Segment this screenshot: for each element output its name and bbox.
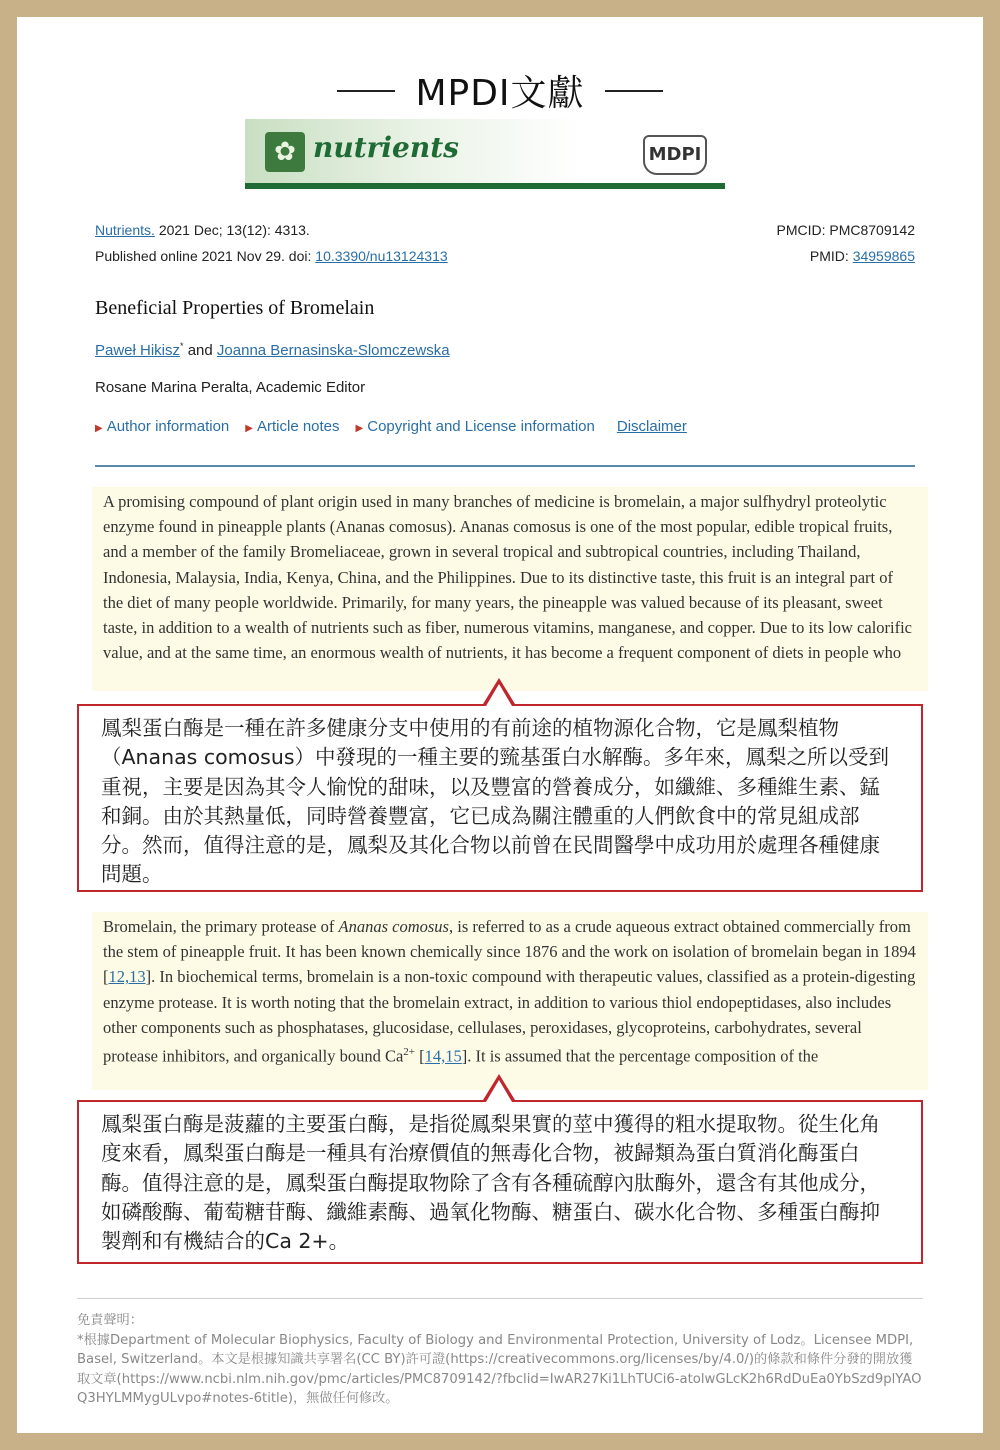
title-left-rule: [337, 90, 395, 92]
title-right-rule: [605, 90, 663, 92]
author-link-hikisz[interactable]: Paweł Hikisz: [95, 342, 181, 359]
expand-triangle-icon: ▶: [245, 423, 253, 434]
article-title: Beneficial Properties of Bromelain: [95, 297, 375, 319]
mdpi-logo: MDPI: [643, 135, 707, 175]
author-conjunction: and: [187, 342, 213, 359]
paragraph-2-text: ]. In biochemical terms, bromelain is a non-toxic compound with therapeutic values, classified as a protein-digesting enzyme protease. It is worth noting that the bromelain extract, in addition to various thiol endopeptidases, also includes other components such as phosphatases, glucosidase, cellulases, peroxidases, glycoproteins, carbohydrates, several protease inhibitors, and organically bound Ca: [103, 967, 916, 1066]
paragraph-2-text: ]. It is assumed that the percentage composition of the: [461, 1046, 819, 1066]
disclaimer-label: 免責聲明：: [77, 1313, 143, 1328]
callout-2-text: 鳳梨蛋白酶是菠蘿的主要蛋白酶，是指從鳳梨果實的莖中獲得的粗水提取物。從生化角度來看，鳳梨蛋白酶是一種具有治療價值的無毒化合物，被歸類為蛋白質消化酶蛋白酶。值得注意的是，鳳梨蛋白酶提取物除了含有各種硫醇內肽酶外，還含有其他成分，如磷酸酶、葡萄糖苷酶、纖維素酶、過氧化物酶、糖蛋白、碳水化合物、多種蛋白酶抑製劑和有機結合的Ca 2+。: [101, 1112, 880, 1254]
paragraph-1-text: A promising compound of plant origin used in many branches of medicine is bromelain, a major sulfhydryl proteolytic enzyme found in pineapple plants (Ananas comosus). Ananas comosus is one of the most popular, edible tropical fruits, and a member of the family Bromeliaceae, grown in several tropical and subtropical countries, including Thailand, Indonesia, Malaysia, India, Kenya, China, and the Philippines. Due to its distinctive taste, this fruit is an integral part of the diet of many people worldwide. Primarily, for many years, the pineapple was valued because of its pleasant, sweet taste, in addition to a wealth of nutrients such as fiber, numerous vitamins, manganese, and copper. Due to its low calorific value, and at the same time, an enormous wealth of nutrients, it has become a frequent component of diets in people who: [103, 492, 913, 663]
english-paragraph-1: [92, 487, 928, 691]
copyright-link[interactable]: ▶ Copyright and License information: [355, 418, 595, 435]
citation-link[interactable]: 12,13: [108, 967, 146, 987]
citation-issue: 2021 Dec; 13(12): 4313.: [158, 222, 310, 238]
paragraph-2-text: , is referred to as a crude aqueous extract obtained commercially from the stem of pineapple fruit. It has been known chemically since 1876 and the work on isolation of bromelain began in 1894 [: [103, 917, 916, 987]
author-footnote-mark: *: [180, 341, 184, 351]
article-notes-link[interactable]: ▶ Article notes: [245, 418, 340, 435]
journal-logo-icon: ✿: [265, 132, 305, 172]
superscript-charge: 2+: [403, 1046, 416, 1059]
article-links: [95, 418, 703, 435]
expand-triangle-icon: ▶: [95, 423, 103, 434]
translation-callout-2: [77, 1100, 923, 1264]
translation-callout-1: [77, 704, 923, 892]
expand-triangle-icon: ▶: [355, 423, 364, 434]
doi-link[interactable]: 10.3390/nu13124313: [315, 248, 448, 264]
disclaimer-text: *根據Department of Molecular Biophysics, Faculty of Biology and Environmental Protection, University of Lodz。Licensee MDPI, Basel, Switzerland。本文是根據知識共享署名(CC BY)許可證(https://creativecommons.org/licenses/by/4.0/)的條款和條件分發的開放獲取文章(https://www.ncbi.nlm.nih.gov/pmc/articles/PMC8709142/?fbclid=IwAR27Ki1LhTUCi6-atolwGLcK2h6RdDuEa0YbSzd9plYAOQ3HYLMMygULvpo#notes-6title)，無做任何修改。: [77, 1332, 922, 1406]
callout-1-text: 鳳梨蛋白酶是一種在許多健康分支中使用的有前途的植物源化合物，它是鳳梨植物（Ananas comosus）中發現的一種主要的巰基蛋白水解酶。多年來，鳳梨之所以受到重視，主要是因為其令人愉悅的甜味，以及豐富的營養成分，如纖維、多種維生素、錳和銅。由於其熱量低，同時營養豐富，它已成為關注體重的人們飲食中的常見組成部分。然而，值得注意的是，鳳梨及其化合物以前曾在民間醫學中成功用於處理各種健康問題。: [101, 716, 890, 887]
pmid-group: [810, 248, 915, 264]
author-link-bernasinska[interactable]: Joanna Bernasinska-Slomczewska: [216, 342, 450, 359]
paragraph-2-text: Bromelain, the primary protease of: [103, 917, 339, 936]
academic-editor: Rosane Marina Peralta, Academic Editor: [95, 379, 366, 396]
callout-1-pointer-fill: [486, 684, 512, 706]
footer-divider: [77, 1298, 923, 1299]
citation-line-2: [95, 248, 915, 264]
header-divider: [95, 465, 915, 467]
published-online: Published online 2021 Nov 29. doi:: [95, 248, 312, 264]
journal-banner: [245, 119, 725, 189]
page-header: [17, 65, 983, 116]
disclaimer-link[interactable]: Disclaimer: [616, 418, 687, 435]
page-title: MPDI文獻: [415, 73, 585, 114]
author-list: [95, 341, 450, 359]
pmid-link[interactable]: 34959865: [852, 248, 915, 264]
species-name: Ananas comosus: [338, 917, 449, 936]
citation-link[interactable]: 14,15: [424, 1046, 462, 1066]
pmcid: PMCID: PMC8709142: [776, 222, 915, 238]
paragraph-2-text: [: [415, 1046, 425, 1066]
pmid-label: PMID:: [809, 248, 849, 264]
disclaimer-block: [77, 1311, 925, 1409]
journal-link[interactable]: Nutrients.: [95, 222, 155, 238]
callout-2-pointer-fill: [486, 1080, 512, 1102]
english-paragraph-2: [92, 912, 928, 1090]
citation-line-1: [95, 222, 915, 238]
author-info-link[interactable]: ▶ Author information: [95, 418, 230, 435]
journal-name: nutrients: [313, 131, 459, 164]
page-frame: [17, 17, 983, 1433]
